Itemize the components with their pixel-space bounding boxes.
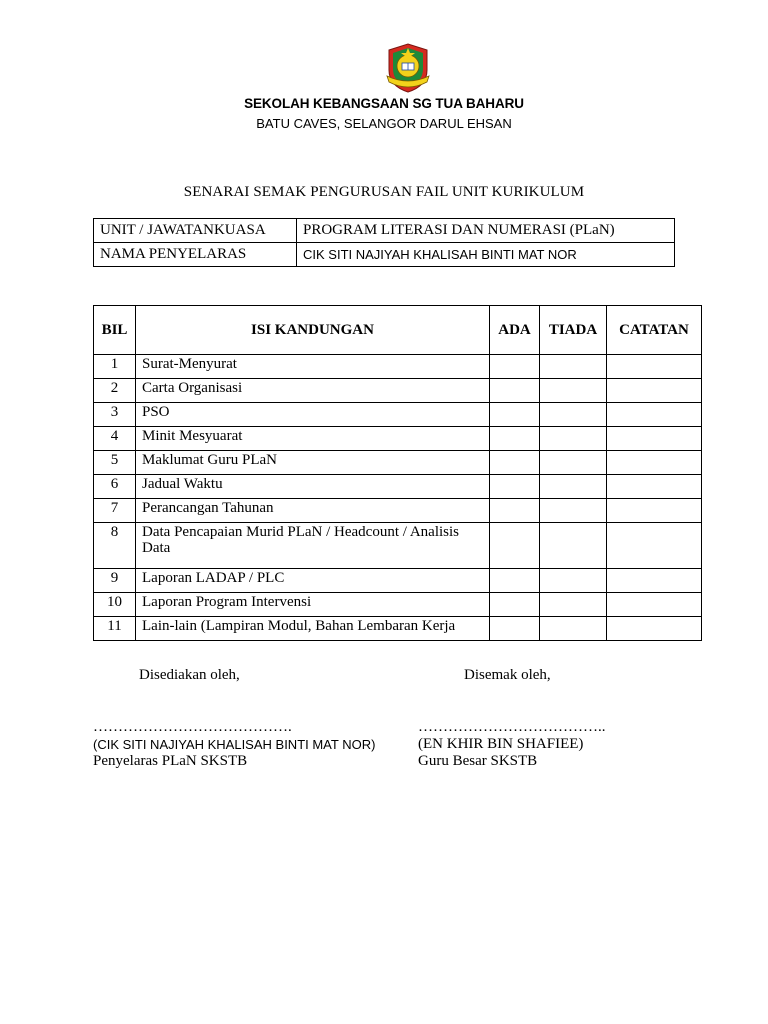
ada-cell[interactable] [490, 593, 540, 617]
table-row [94, 499, 702, 523]
row-item: Lain-lain (Lampiran Modul, Bahan Lembaran Kerja [136, 617, 490, 641]
catatan-cell[interactable] [607, 403, 702, 427]
catatan-cell[interactable] [607, 499, 702, 523]
catatan-cell[interactable] [607, 379, 702, 403]
catatan-cell[interactable] [607, 451, 702, 475]
ada-cell[interactable] [490, 499, 540, 523]
table-row [94, 523, 702, 569]
row-item: PSO [136, 403, 490, 427]
table-row [94, 451, 702, 475]
header-bil: BIL [94, 306, 136, 355]
table-row [94, 569, 702, 593]
table-row [94, 379, 702, 403]
tiada-cell[interactable] [540, 379, 607, 403]
row-number: 8 [94, 523, 136, 569]
ada-cell[interactable] [490, 355, 540, 379]
header-tiada: TIADA [540, 306, 607, 355]
ada-cell[interactable] [490, 569, 540, 593]
tiada-cell[interactable] [540, 617, 607, 641]
info-label: NAMA PENYELARAS [94, 243, 297, 267]
checked-role: Guru Besar SKSTB [418, 753, 538, 769]
row-number: 10 [94, 593, 136, 617]
row-item: Maklumat Guru PLaN [136, 451, 490, 475]
info-row-coordinator [94, 243, 675, 267]
catatan-cell[interactable] [607, 617, 702, 641]
row-item: Minit Mesyuarat [136, 427, 490, 451]
ada-cell[interactable] [490, 379, 540, 403]
header-catatan: CATATAN [607, 306, 702, 355]
tiada-cell[interactable] [540, 569, 607, 593]
row-item: Jadual Waktu [136, 475, 490, 499]
catatan-cell[interactable] [607, 523, 702, 569]
catatan-cell[interactable] [607, 475, 702, 499]
prepared-by-caption: Disediakan oleh, [139, 667, 240, 683]
school-address: BATU CAVES, SELANGOR DARUL EHSAN [256, 116, 512, 131]
checklist-table [93, 305, 702, 641]
catatan-cell[interactable] [607, 427, 702, 451]
info-label: UNIT / JAWATANKUASA [94, 219, 297, 243]
info-value: PROGRAM LITERASI DAN NUMERASI (PLaN) [297, 219, 675, 243]
ada-cell[interactable] [490, 451, 540, 475]
catatan-cell[interactable] [607, 355, 702, 379]
row-item: Laporan Program Intervensi [136, 593, 490, 617]
table-row [94, 617, 702, 641]
row-item: Carta Organisasi [136, 379, 490, 403]
header-ada: ADA [490, 306, 540, 355]
row-item: Perancangan Tahunan [136, 499, 490, 523]
row-number: 2 [94, 379, 136, 403]
info-row-unit [94, 219, 675, 243]
table-row [94, 475, 702, 499]
tiada-cell[interactable] [540, 427, 607, 451]
info-value: CIK SITI NAJIYAH KHALISAH BINTI MAT NOR [297, 243, 675, 267]
row-number: 7 [94, 499, 136, 523]
row-number: 4 [94, 427, 136, 451]
table-row [94, 403, 702, 427]
ada-cell[interactable] [490, 523, 540, 569]
catatan-cell[interactable] [607, 569, 702, 593]
prepared-role: Penyelaras PLaN SKSTB [93, 753, 248, 769]
header-isi-kandungan: ISI KANDUNGAN [136, 306, 490, 355]
row-number: 11 [94, 617, 136, 641]
document-title: SENARAI SEMAK PENGURUSAN FAIL UNIT KURIKULUM [183, 184, 585, 200]
table-row [94, 593, 702, 617]
tiada-cell[interactable] [540, 355, 607, 379]
catatan-cell[interactable] [607, 593, 702, 617]
row-number: 5 [94, 451, 136, 475]
tiada-cell[interactable] [540, 523, 607, 569]
ada-cell[interactable] [490, 427, 540, 451]
prepared-signature-line: …………………………………. [93, 719, 292, 735]
table-row [94, 427, 702, 451]
row-item: Surat-Menyurat [136, 355, 490, 379]
ada-cell[interactable] [490, 403, 540, 427]
tiada-cell[interactable] [540, 475, 607, 499]
row-item: Data Pencapaian Murid PLaN / Headcount / Analisis Data [136, 523, 490, 569]
row-item: Laporan LADAP / PLC [136, 569, 490, 593]
table-header-row [94, 306, 702, 355]
row-number: 1 [94, 355, 136, 379]
tiada-cell[interactable] [540, 451, 607, 475]
tiada-cell[interactable] [540, 593, 607, 617]
school-crest-logo [383, 42, 433, 94]
checked-by-caption: Disemak oleh, [464, 667, 551, 683]
tiada-cell[interactable] [540, 499, 607, 523]
checked-signature-line: ……………………………….. [418, 719, 606, 735]
info-table [93, 218, 675, 267]
school-name: SEKOLAH KEBANGSAAN SG TUA BAHARU [244, 96, 524, 111]
row-number: 3 [94, 403, 136, 427]
ada-cell[interactable] [490, 617, 540, 641]
table-row [94, 355, 702, 379]
row-number: 6 [94, 475, 136, 499]
row-number: 9 [94, 569, 136, 593]
tiada-cell[interactable] [540, 403, 607, 427]
prepared-name: (CIK SITI NAJIYAH KHALISAH BINTI MAT NOR) [93, 737, 376, 752]
checked-name: (EN KHIR BIN SHAFIEE) [418, 736, 584, 752]
ada-cell[interactable] [490, 475, 540, 499]
